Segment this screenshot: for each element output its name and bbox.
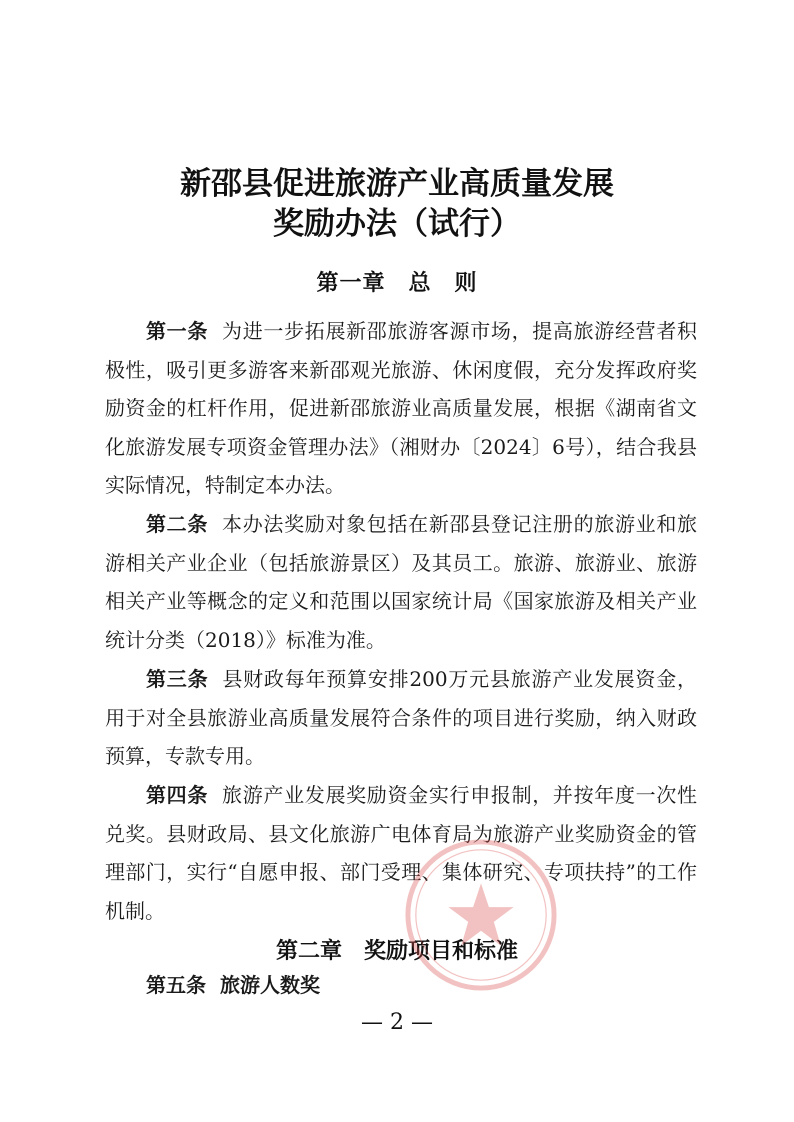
chapter-heading-1: 第一章 总 则 (316, 271, 478, 296)
document-title-line1: 新邵县促进旅游产业高质量发展 (180, 166, 614, 202)
article-label: 第三条 (146, 667, 209, 691)
article-text: 旅游人数奖 (220, 973, 320, 997)
article-1 (105, 312, 697, 505)
article-4 (105, 776, 697, 930)
article-text: 为进一步拓展新邵旅游客源市场，提高旅游经营者积极性，吸引更多游客来新邵观光旅游、休闲度假，充分发挥政府奖励资金的杠杆作用，促进新邵旅游业高质量发展，根据《湖南省文化旅游发展专项资金管理办法》（湘财办〔2024〕6号），结合我县实际情况，特制定本办法。 (105, 319, 698, 497)
article-3 (105, 660, 697, 776)
article-text: 县财政每年预算安排200万元县旅游产业发展资金，用于对全县旅游业高质量发展符合条件的项目进行奖励，纳入财政预算，专款专用。 (105, 667, 697, 768)
article-text: 本办法奖励对象包括在新邵县登记注册的旅游业和旅游相关产业企业（包括旅游景区）及其员工。旅游、旅游业、旅游相关产业等概念的定义和范围以国家统计局《国家旅游及相关产业统计分类（2018）》标准为准。 (105, 512, 698, 652)
document-title-line2: 奖励办法（试行） (273, 206, 521, 242)
article-label: 第一条 (146, 319, 209, 343)
article-text: 旅游产业发展奖励资金实行申报制，并按年度一次性兑奖。县财政局、县文化旅游广电体育局为旅游产业奖励资金的管理部门，实行“自愿申报、部门受理、集体研究、专项扶持”的工作机制。 (105, 783, 698, 923)
article-label: 第二条 (146, 512, 209, 536)
article-5 (105, 966, 697, 1005)
article-2 (105, 505, 697, 659)
page-number: — 2 — (361, 1010, 433, 1035)
article-label: 第四条 (146, 783, 209, 807)
chapter-heading-2: 第二章 奖励项目和标准 (275, 939, 518, 964)
article-label: 第五条 (146, 973, 206, 997)
